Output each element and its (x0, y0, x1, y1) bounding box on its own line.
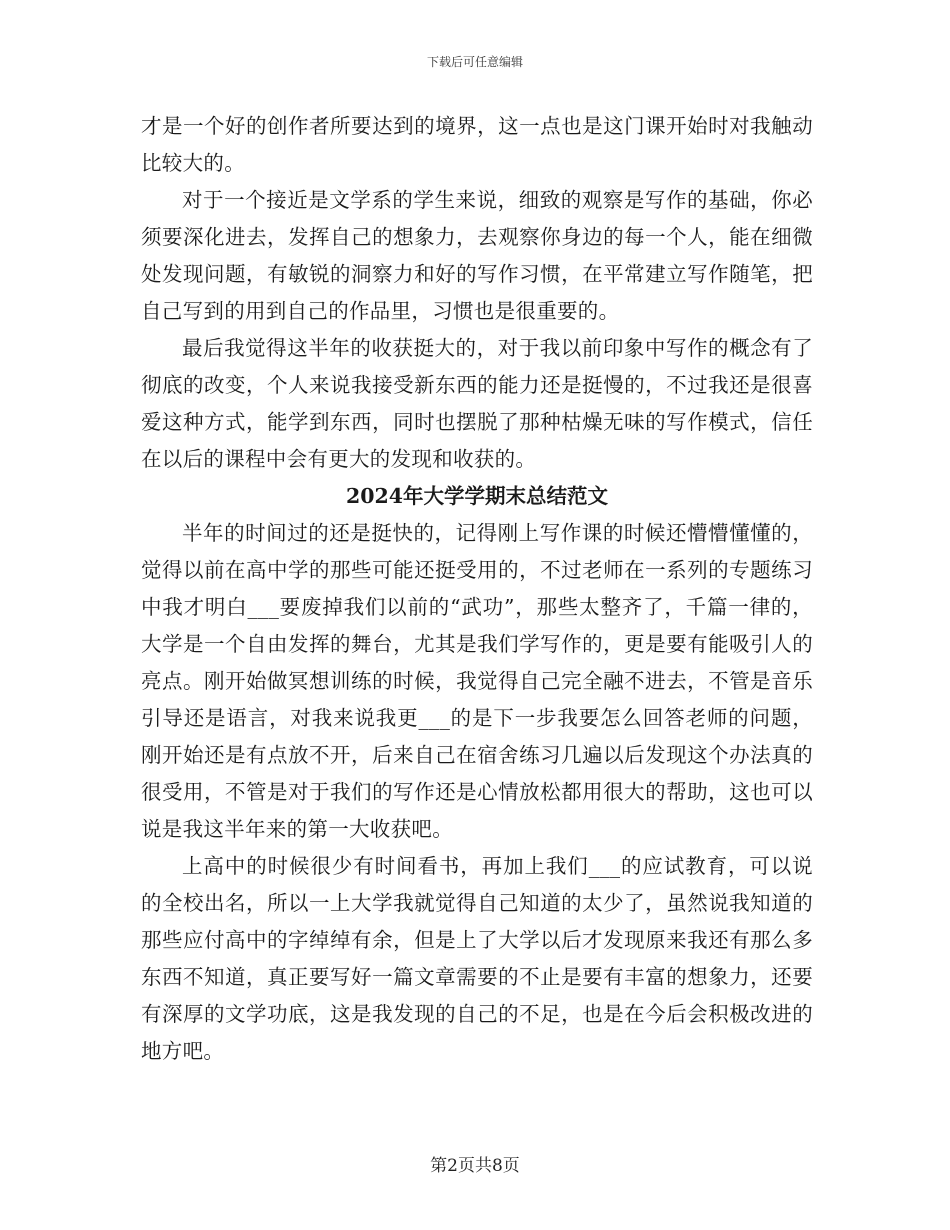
paragraph-2: 对于一个接近是文学系的学生来说，细致的观察是写作的基础，你必须要深化进去，发挥自己的想象力，去观察你身边的每一个人，能在细微处发现问题，有敏锐的洞察力和好的写作习惯，在平常建立写作随笔，把自己写到的用到自己的作品里，习惯也是很重要的。 (141, 188, 813, 323)
paragraph-1: 才是一个好的创作者所要达到的境界，这一点也是这门课开始时对我触动比较大的。 (141, 114, 813, 175)
paragraph-3: 最后我觉得这半年的收获挺大的，对于我以前印象中写作的概念有了彻底的改变，个人来说我接受新东西的能力还是挺慢的，不过我还是很喜爱这种方式，能学到东西，同时也摆脱了那种枯燥无味的写作模式，信任在以后的课程中会有更大的发现和收获的。 (141, 336, 813, 471)
paragraph-5: 上高中的时候很少有时间看书，再加上我们___的应试教育，可以说的全校出名，所以一上大学我就觉得自己知道的太少了，虽然说我知道的那些应付高中的字绰绰有余，但是上了大学以后才发现原来我还有那么多东西不知道，真正要写好一篇文章需要的不止是要有丰富的想象力，还要有深厚的文学功底，这是我发现的自己的不足，也是在今后会积极改进的地方吧。 (141, 854, 813, 1063)
paragraph-4: 半年的时间过的还是挺快的，记得刚上写作课的时候还懵懵懂懂的，觉得以前在高中学的那些可能还挺受用的，不过老师在一系列的专题练习中我才明白___要废掉我们以前的“武功”，那些太整齐了，千篇一律的，大学是一个自由发挥的舞台，尤其是我们学写作的，更是要有能吸引人的亮点。刚开始做冥想训练的时候，我觉得自己完全融不进去，不管是音乐引导还是语言，对我来说我更___的是下一步我要怎么回答老师的问题，刚开始还是有点放不开，后来自己在宿舍练习几遍以后发现这个办法真的很受用，不管是对于我们的写作还是心情放松都用很大的帮助，这也可以说是我这半年来的第一大收获吧。 (141, 521, 813, 841)
section-title: 2024年大学学期末总结范文 (345, 484, 609, 508)
page-number: 第2页共8页 (430, 1156, 520, 1176)
page-header: 下载后可任意编辑 (426, 55, 523, 69)
document-body (141, 108, 813, 1070)
